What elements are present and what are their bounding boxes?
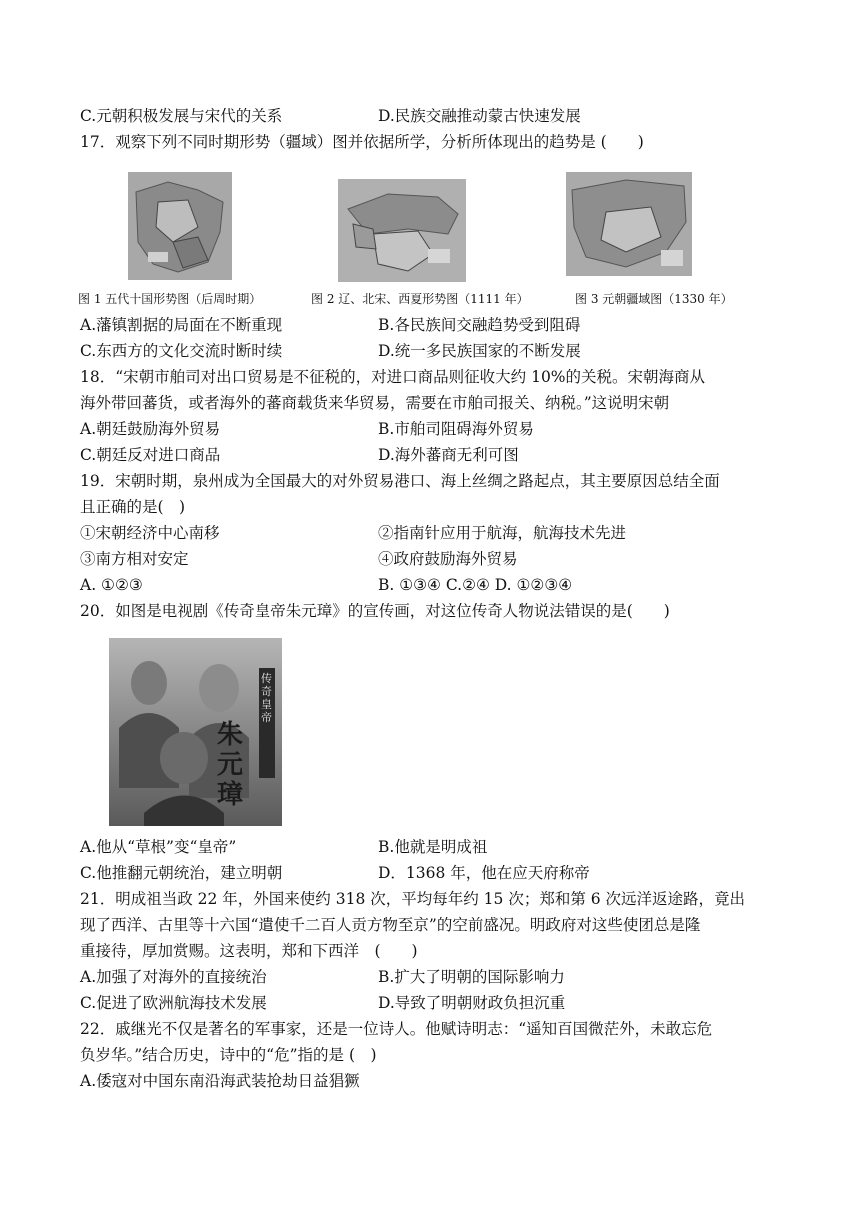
map-liao-song-xixia-image: [338, 179, 466, 282]
poster-title: 朱元璋: [217, 720, 244, 810]
q18-option-b: B.市舶司阻碍海外贸易: [378, 420, 534, 438]
q17-option-b: B.各民族间交融趋势受到阻碍: [378, 316, 581, 334]
q21-stem-line1: 21．明成祖当政 22 年，外国来使约 318 次，平均每年约 15 次；郑和第 6 次远洋返途路，竟出: [80, 890, 746, 908]
q19-stem-line1: 19．宋朝时期，泉州成为全国最大的对外贸易港口、海上丝绸之路起点，其主要原因总结全面: [80, 472, 720, 490]
q16-option-d: D.民族交融推动蒙古快速发展: [378, 107, 581, 125]
q19-stem-line2: 且正确的是( ): [80, 498, 186, 516]
q20-option-d: D．1368 年，他在应天府称帝: [378, 864, 590, 882]
q21-stem-line3: 重接待，厚加赏赐。这表明，郑和下西洋 ( ): [80, 942, 418, 960]
q19-item-3: ③南方相对安定: [80, 550, 189, 568]
zhu-yuanzhang-poster-image: [109, 638, 282, 826]
q18-stem-line2: 海外带回蕃货，或者海外的蕃商载货来华贸易，需要在市舶司报关、纳税。”这说明宋朝: [80, 394, 670, 412]
q20-option-a: A.他从“草根”变“皇帝”: [80, 838, 237, 856]
q17-option-d: D.统一多民族国家的不断发展: [378, 342, 581, 360]
q21-option-c: C.促进了欧洲航海技术发展: [80, 994, 267, 1012]
q18-stem-line1: 18．“宋朝市舶司对出口贸易是不征税的，对进口商品则征收大约 10%的关税。宋朝海商从: [80, 368, 706, 386]
q22-stem-line1: 22．戚继光不仅是著名的军事家，还是一位诗人。他赋诗明志：“遥知百国微茫外，未敢忘危: [80, 1020, 713, 1038]
q18-option-c: C.朝廷反对进口商品: [80, 446, 221, 464]
q17-stem: 17．观察下列不同时期形势（疆域）图并依据所学，分析所体现出的趋势是 ( ): [80, 133, 644, 151]
poster-subtitle: 传奇皇帝: [261, 672, 272, 724]
q21-stem-line2: 现了西洋、古里等十六国“遣使千二百人贡方物至京”的空前盛况。明政府对这些使团总是隆: [80, 916, 701, 934]
q20-option-c: C.他推翻元朝统治，建立明朝: [80, 864, 283, 882]
q18-option-d: D.海外蕃商无利可图: [378, 446, 519, 464]
q17-option-a: A.藩镇割据的局面在不断重现: [80, 316, 283, 334]
q19-options-bcd: B. ①③④ C.②④ D. ①②③④: [378, 576, 573, 594]
q21-option-a: A.加强了对海外的直接统治: [80, 968, 267, 986]
q21-option-d: D.导致了明朝财政负担沉重: [378, 994, 566, 1012]
q22-stem-line2: 负岁华。”结合历史，诗中的“危”指的是 ( ): [80, 1046, 377, 1064]
q19-item-1: ①宋朝经济中心南移: [80, 524, 220, 542]
map-caption-3: 图 3 元朝疆域图（1330 年）: [575, 292, 733, 306]
q19-item-4: ④政府鼓励海外贸易: [378, 550, 518, 568]
q18-option-a: A.朝廷鼓励海外贸易: [80, 420, 221, 438]
q20-option-b: B.他就是明成祖: [378, 838, 488, 856]
map-five-dynasties-image: [128, 172, 232, 280]
q16-option-c: C.元朝积极发展与宋代的关系: [80, 107, 283, 125]
map-caption-1: 图 1 五代十国形势图（后周时期）: [78, 292, 262, 306]
q20-stem: 20．如图是电视剧《传奇皇帝朱元璋》的宣传画，对这位传奇人物说法错误的是( ): [80, 602, 670, 620]
q19-item-2: ②指南针应用于航海，航海技术先进: [378, 524, 627, 542]
q21-option-b: B.扩大了明朝的国际影响力: [378, 968, 565, 986]
q19-option-a: A. ①②③: [80, 576, 143, 594]
q22-option-a: A.倭寇对中国东南沿海武装抢劫日益猖獗: [80, 1072, 360, 1090]
q17-option-c: C.东西方的文化交流时断时续: [80, 342, 283, 360]
map-caption-2: 图 2 辽、北宋、西夏形势图（1111 年）: [311, 292, 529, 306]
map-yuan-territory-image: [566, 172, 692, 276]
